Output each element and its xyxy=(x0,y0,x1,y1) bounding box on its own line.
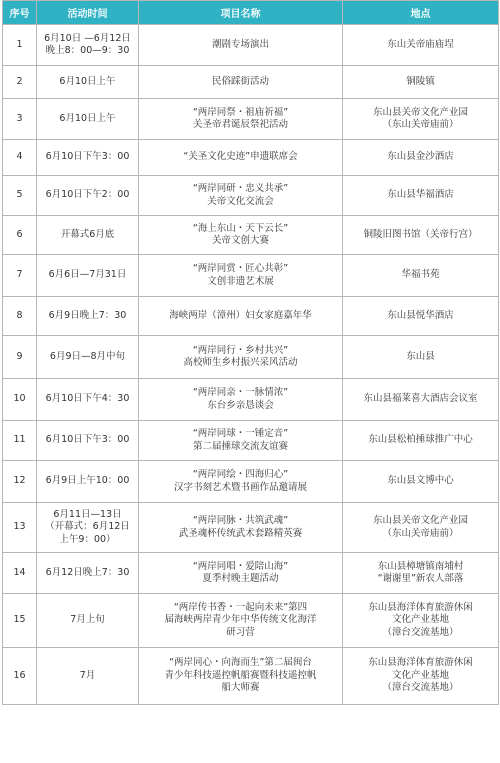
cell-name: “两岸同唱・爱陪山海” 夏季村晚主题活动 xyxy=(139,553,343,594)
cell-place: 铜陵旧图书馆（关帝行宫） xyxy=(343,216,499,255)
cell-no: 8 xyxy=(3,297,37,336)
cell-no: 5 xyxy=(3,176,37,216)
cell-name: 潮剧专场演出 xyxy=(139,25,343,66)
table-row xyxy=(3,421,499,461)
header-place: 地点 xyxy=(343,1,499,25)
table-row xyxy=(3,648,499,705)
cell-place: 华福书苑 xyxy=(343,255,499,297)
cell-place: 铜陵镇 xyxy=(343,66,499,99)
cell-name: “两岸同心・向海而生”第二届闽台 青少年科技遥控帆船赛暨科技遥控帆 船大师赛 xyxy=(139,648,343,705)
cell-time: 6月10日下午4：30 xyxy=(37,379,139,421)
cell-time: 6月9日晚上7：30 xyxy=(37,297,139,336)
cell-place: 东山县金沙酒店 xyxy=(343,140,499,176)
cell-place: 东山县华福酒店 xyxy=(343,176,499,216)
cell-no: 10 xyxy=(3,379,37,421)
cell-place: 东山县文博中心 xyxy=(343,461,499,503)
cell-place: 东山县 xyxy=(343,336,499,379)
cell-no: 1 xyxy=(3,25,37,66)
cell-time: 6月12日晚上7：30 xyxy=(37,553,139,594)
table-row xyxy=(3,66,499,99)
cell-place: 东山县海洋体育旅游休闲 文化产业基地 （漳台交流基地） xyxy=(343,594,499,648)
table-row xyxy=(3,553,499,594)
cell-time: 6月10日 —6月12日 晚上8：00—9：30 xyxy=(37,25,139,66)
cell-no: 14 xyxy=(3,553,37,594)
cell-time: 开幕式6月底 xyxy=(37,216,139,255)
cell-name: “两岸同祭・祖庙祈福” 关圣帝君诞辰祭祀活动 xyxy=(139,99,343,140)
cell-name: “两岸同球・一锤定音” 第二届捶球交流友谊赛 xyxy=(139,421,343,461)
table-row xyxy=(3,297,499,336)
header-time: 活动时间 xyxy=(37,1,139,25)
event-schedule-table xyxy=(2,0,499,705)
header-no: 序号 xyxy=(3,1,37,25)
table-row xyxy=(3,99,499,140)
header-name: 项目名称 xyxy=(139,1,343,25)
cell-time: 6月10日下午3：00 xyxy=(37,140,139,176)
cell-no: 16 xyxy=(3,648,37,705)
cell-time: 6月10日上午 xyxy=(37,99,139,140)
cell-no: 13 xyxy=(3,503,37,553)
cell-no: 6 xyxy=(3,216,37,255)
cell-place: 东山县关帝文化产业园 （东山关帝庙前） xyxy=(343,503,499,553)
table-row xyxy=(3,25,499,66)
cell-no: 15 xyxy=(3,594,37,648)
table-row xyxy=(3,140,499,176)
cell-no: 9 xyxy=(3,336,37,379)
table-row xyxy=(3,503,499,553)
cell-name: “两岸同脉・共筑武魂” 武圣魂杯传统武术套路精英赛 xyxy=(139,503,343,553)
table-row xyxy=(3,461,499,503)
cell-name: 海峡两岸（漳州）妇女家庭嘉年华 xyxy=(139,297,343,336)
cell-time: 7月上旬 xyxy=(37,594,139,648)
cell-no: 7 xyxy=(3,255,37,297)
cell-place: 东山县松柏捶球推广中心 xyxy=(343,421,499,461)
cell-time: 6月6日—7月31日 xyxy=(37,255,139,297)
cell-no: 3 xyxy=(3,99,37,140)
cell-name: “两岸同赏・匠心共彰” 文创非遗艺术展 xyxy=(139,255,343,297)
table-header-row xyxy=(3,1,499,25)
cell-time: 6月10日下午3：00 xyxy=(37,421,139,461)
cell-name: “关圣文化史迹”申遗联席会 xyxy=(139,140,343,176)
cell-no: 2 xyxy=(3,66,37,99)
cell-time: 6月10日下午2：00 xyxy=(37,176,139,216)
cell-time: 6月9日—8月中旬 xyxy=(37,336,139,379)
cell-no: 12 xyxy=(3,461,37,503)
cell-time: 6月11日—13日 （开幕式：6月12日 上午9：00） xyxy=(37,503,139,553)
table-row xyxy=(3,255,499,297)
cell-place: 东山县樟塘镇南埔村 “谢谢里”新农人部落 xyxy=(343,553,499,594)
cell-place: 东山县关帝文化产业园 （东山关帝庙前） xyxy=(343,99,499,140)
cell-no: 11 xyxy=(3,421,37,461)
cell-name: “海上东山・天下云长” 关帝文创大赛 xyxy=(139,216,343,255)
table-row xyxy=(3,216,499,255)
cell-time: 6月10日上午 xyxy=(37,66,139,99)
cell-name: “两岸同行・乡村共兴” 高校师生乡村振兴采风活动 xyxy=(139,336,343,379)
cell-name: 民俗踩街活动 xyxy=(139,66,343,99)
cell-time: 6月9日上午10：00 xyxy=(37,461,139,503)
cell-name: “两岸同亲・一脉情浓” 东台乡亲恳谈会 xyxy=(139,379,343,421)
table-row xyxy=(3,379,499,421)
cell-place: 东山关帝庙庙埕 xyxy=(343,25,499,66)
cell-name: “两岸同绘・四海归心” 汉字书刻艺术暨书画作品邀请展 xyxy=(139,461,343,503)
cell-name: “两岸传书香・一起向未来”第四 届海峡两岸青少年中华传统文化海洋 研习营 xyxy=(139,594,343,648)
cell-place: 东山县悦华酒店 xyxy=(343,297,499,336)
table-row xyxy=(3,176,499,216)
cell-place: 东山县海洋体育旅游休闲 文化产业基地 （漳台交流基地） xyxy=(343,648,499,705)
cell-time: 7月 xyxy=(37,648,139,705)
cell-name: “两岸同研・忠义共承” 关帝文化交流会 xyxy=(139,176,343,216)
table-row xyxy=(3,336,499,379)
table-row xyxy=(3,594,499,648)
cell-no: 4 xyxy=(3,140,37,176)
cell-place: 东山县福莱喜大酒店会议室 xyxy=(343,379,499,421)
